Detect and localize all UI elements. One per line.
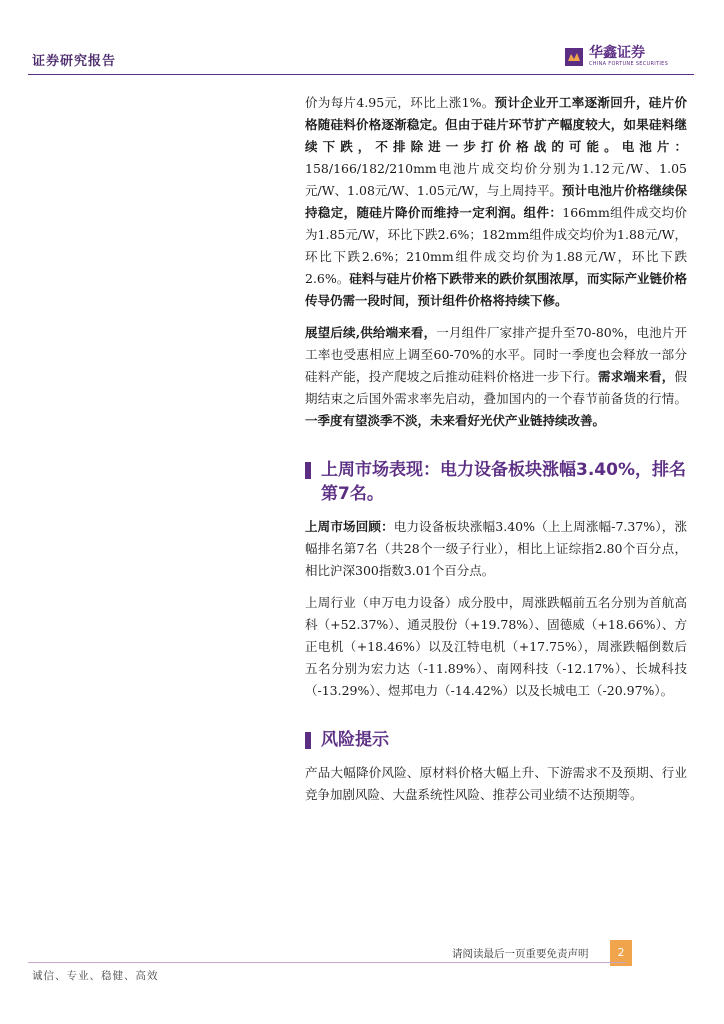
report-type-label: 证券研究报告 [32,54,117,69]
section-heading-market [305,458,687,506]
text-run: 一季度有望淡季不淡，未来看好光伏产业链持续改善。 [305,413,606,428]
text-run: 158/166/182/210mm电池片成交均价分别为1.12元/W、1.05元/W、1.08元/W、1.05元/W，与上周持平。 [305,161,687,198]
paragraph-price-review [305,92,687,312]
company-motto: 诚信、专业、稳健、高效 [32,970,159,982]
text-run: 展望后续,供给端来看， [305,325,437,340]
page-number: 2 [610,940,632,966]
text-run: 价为每片4.95元，环比上涨1%。 [305,95,495,110]
main-content [305,92,687,806]
text-run: 166mm组件成交均价为1.85元/W，环比下跌2.6%；182mm组件成交均价为1.88元/W，环比下跌2.6%；210mm组件成交均价为1.88元/W，环比下跌2.6%。 [305,205,687,286]
header-divider [28,74,694,75]
disclaimer-note: 请阅读最后一页重要免责声明 [452,948,589,960]
text-run: 上周市场回顾： [305,519,394,534]
text-run: 预计企业开工率逐渐回升，硅片价格随硅料价格逐渐稳定。但由于硅片环节扩产幅度较大，如果硅料继续下跌，不排除进一步打价格战的可能。电池片： [305,95,687,154]
text-run: 一月组件厂家排产提升至70-80%，电池片开工率也受惠相应上调至60-70%的水平。同时一季度也会释放一部分硅料产能，投产爬坡之后推动硅料价格进一步下行。 [305,325,687,384]
paragraph-market-review [305,516,687,582]
section-heading-risk [305,728,687,752]
company-logo [565,46,668,67]
paragraph-top-movers: 上周行业（申万电力设备）成分股中，周涨跌幅前五名分别为首航高科（+52.37%）、通灵股份（+19.78%）、固德威（+18.66%）、方正电机（+18.46%）以及江特电机（+17.75%），周涨跌幅倒数后五名分别为宏力达（-11.89%）、南网科技（-12.17%）、长城科技（-13.29%）、煜邦电力（-14.42%）以及长城电工（-20.97%）。 [305,595,687,698]
text-run: 预计电池片价格继续保持稳定，随硅片降价而维持一定利润。组件： [305,183,687,220]
text-run: 硅料与硅片价格下跌带来的跌价氛围浓厚，而实际产业链价格传导仍需一段时间，预计组件价格将持续下修。 [305,271,687,308]
section-marker [305,732,311,749]
paragraph-outlook [305,322,687,432]
section-marker [305,462,311,479]
section-heading-text: 风险提示 [321,730,389,750]
text-run: 需求端来看， [598,369,675,384]
logo-english-name: CHINA FORTUNE SECURITIES [589,61,669,67]
text-run: 假期结束之后国外需求率先启动，叠加国内的一个春节前备货的行情。 [305,369,687,406]
footer-divider [28,962,626,963]
text-run: 电力设备板块涨幅3.40%（上上周涨幅-7.37%），涨幅排名第7名（共28个一级子行业），相比上证综指2.80个百分点，相比沪深300指数3.01个百分点。 [305,519,687,578]
section-heading-text: 上周市场表现：电力设备板块涨幅3.40%，排名第7名。 [321,460,686,504]
paragraph-risks: 产品大幅降价风险、原材料价格大幅上升、下游需求不及预期、行业竞争加剧风险、大盘系统性风险、推荐公司业绩不达预期等。 [305,765,687,802]
logo-icon [565,48,583,66]
logo-chinese-name: 华鑫证券 [589,45,645,61]
